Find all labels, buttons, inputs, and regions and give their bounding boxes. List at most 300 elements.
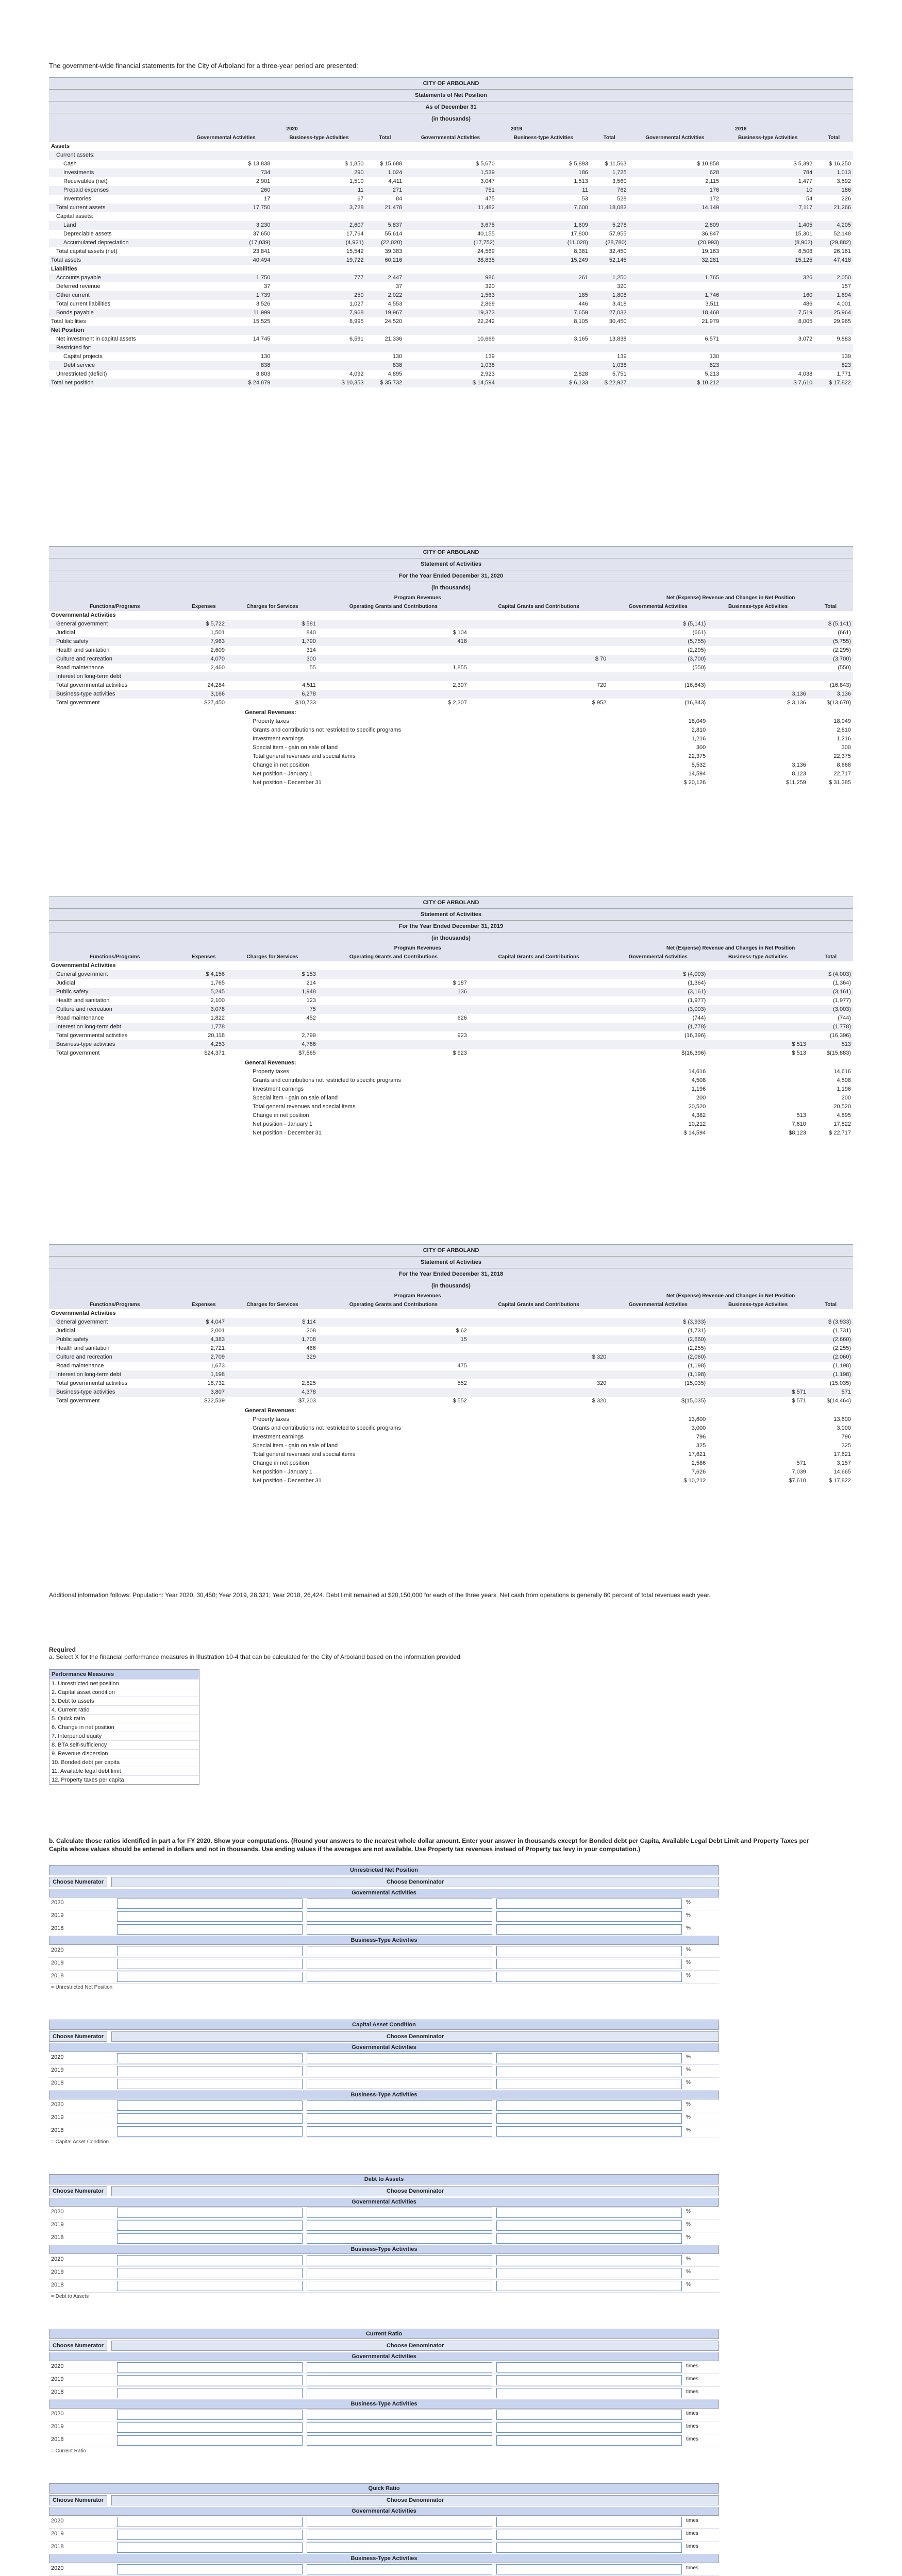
- denominator-input[interactable]: [307, 2268, 492, 2278]
- gen-rev-cell: [708, 743, 808, 752]
- act-cell: (744): [692, 1015, 706, 1021]
- ratio-year-label: 2018: [51, 1925, 64, 1931]
- ratio-block: [49, 2483, 719, 2576]
- np-cell: 1,250: [590, 274, 629, 282]
- act-cell: (2,255): [688, 1345, 706, 1351]
- act-program-rev-header: Program Revenues: [227, 594, 608, 602]
- np-cell: 4,001: [837, 301, 851, 307]
- denominator-input[interactable]: [307, 2388, 492, 2398]
- numerator-input[interactable]: [117, 2388, 303, 2398]
- act-cell: 3,136: [808, 690, 853, 699]
- np-cell: [497, 352, 590, 361]
- gen-rev-cell: 18,049: [833, 718, 851, 724]
- gen-rev-cell: 13,600: [688, 1416, 706, 1422]
- np-cell: 37: [395, 283, 403, 290]
- numerator-input[interactable]: [117, 2543, 303, 2553]
- act-cell: 2,721: [210, 1345, 225, 1351]
- numerator-input[interactable]: [117, 2053, 303, 2063]
- gen-rev-cell: $7,610: [789, 1478, 806, 1484]
- gen-rev-cell: [608, 708, 708, 717]
- np-cell: 10: [721, 186, 814, 195]
- act-cell: (550): [692, 665, 706, 671]
- act-cell: [469, 979, 608, 988]
- numerator-input[interactable]: [117, 2100, 303, 2111]
- np-cell: 838: [180, 361, 273, 370]
- numerator-input[interactable]: [117, 2126, 303, 2137]
- act-cell: [708, 1309, 808, 1318]
- result-input[interactable]: [496, 2388, 682, 2398]
- act-cell: [469, 690, 608, 699]
- gen-rev-cell: 3,000: [837, 1425, 851, 1431]
- act-row: [49, 1014, 853, 1023]
- np-cell: 1,405: [721, 221, 814, 230]
- act-cell: [469, 629, 608, 637]
- numerator-input[interactable]: [117, 1972, 303, 1982]
- np-cell: 320: [485, 283, 495, 290]
- numerator-input[interactable]: [117, 2530, 303, 2540]
- result-input[interactable]: [496, 2066, 682, 2076]
- np-cell: 1,563: [404, 291, 497, 300]
- np-year-header: 2018: [629, 125, 853, 133]
- gen-rev-cell: 1,196: [691, 1086, 706, 1092]
- result-input[interactable]: [496, 1911, 682, 1922]
- gen-rev-label: Grants and contributions not restricted to specific programs: [253, 1425, 401, 1431]
- gen-rev-cell: [708, 1059, 808, 1067]
- result-input[interactable]: [496, 1899, 682, 1909]
- np-cell: (22,020): [366, 239, 405, 247]
- np-row-label: Accumulated depreciation: [49, 239, 180, 247]
- ratio-section-header: Business-Type Activities: [49, 1936, 719, 1945]
- gen-rev-cell: [708, 717, 808, 726]
- np-cell: 47,418: [814, 256, 853, 265]
- act-row: [49, 1040, 853, 1049]
- denominator-input[interactable]: [307, 2543, 492, 2553]
- choose-denominator-label: Choose Denominator: [111, 2186, 719, 2196]
- act-cell: (661): [838, 630, 851, 636]
- ratio-year-label: 2018: [51, 1973, 64, 1979]
- result-input[interactable]: [496, 2543, 682, 2553]
- act-net-exp-header: Net (Expense) Revenue and Changes in Net Position: [608, 594, 853, 602]
- numerator-input[interactable]: [117, 2268, 303, 2278]
- act-cell: 4,378: [227, 1388, 318, 1397]
- act-cell: [318, 961, 469, 970]
- np-cell: 176: [629, 186, 722, 195]
- act-row-label: Road maintenance: [56, 665, 104, 671]
- ratio-unit: %: [686, 1912, 691, 1918]
- act-cell: 571: [808, 1388, 853, 1397]
- numerator-input[interactable]: [117, 2422, 303, 2433]
- numerator-input[interactable]: [117, 2255, 303, 2265]
- result-input[interactable]: [496, 2422, 682, 2433]
- np-cell: (28,780): [590, 239, 629, 247]
- act-cell: $ 552: [453, 1398, 467, 1404]
- result-input[interactable]: [496, 2100, 682, 2111]
- performance-measure-item[interactable]: 1. Unrestricted net position: [49, 1679, 199, 1688]
- gen-rev-cell: $ 14,594: [683, 1130, 706, 1136]
- np-row-label: Net Position: [49, 326, 180, 335]
- performance-measure-item[interactable]: 12. Property taxes per capita: [49, 1775, 199, 1784]
- denominator-input[interactable]: [307, 2208, 492, 2218]
- np-cell: 2,050: [814, 274, 853, 282]
- act-program-rev-header: Program Revenues: [227, 1292, 608, 1300]
- result-input[interactable]: [496, 1972, 682, 1982]
- gen-rev-row: [49, 1094, 853, 1103]
- act-cell: $ 114: [227, 1318, 318, 1327]
- np-row-label: Bonds payable: [49, 309, 180, 317]
- gen-rev-cell: [608, 1406, 708, 1415]
- np-row: [49, 370, 853, 379]
- act-cell: (16,843): [830, 682, 851, 688]
- gen-rev-cell: [708, 1415, 808, 1424]
- act-cell: $ 513: [708, 1040, 808, 1049]
- np-cell: 7,600: [497, 204, 590, 212]
- result-input[interactable]: [496, 2221, 682, 2231]
- ratio-year-row: [49, 1945, 719, 1958]
- np-cell: 13,838: [609, 336, 627, 342]
- np-cell: [272, 326, 365, 335]
- np-cell: 23,841: [253, 248, 271, 255]
- np-cell: (20,993): [629, 239, 722, 247]
- np-cell: 21,266: [814, 204, 853, 212]
- np-col-header: Total: [814, 133, 853, 142]
- act-row: [49, 690, 853, 699]
- result-input[interactable]: [496, 1924, 682, 1935]
- np-cell: 186: [497, 168, 590, 177]
- performance-measure-item[interactable]: 4. Current ratio: [49, 1705, 199, 1714]
- numerator-input[interactable]: [117, 2233, 303, 2244]
- np-cell: 24,569: [477, 248, 495, 255]
- denominator-input[interactable]: [307, 2422, 492, 2433]
- denominator-input[interactable]: [307, 1899, 492, 1909]
- np-cell: 320: [617, 283, 627, 290]
- denominator-input[interactable]: [307, 2410, 492, 2420]
- act-cell: 923: [457, 1032, 467, 1039]
- act-row: [49, 1379, 853, 1388]
- act-cell: [318, 1318, 469, 1327]
- ratio-year-label: 2018: [51, 2389, 64, 2395]
- numerator-input[interactable]: [117, 2362, 303, 2372]
- numerator-input[interactable]: [117, 2410, 303, 2420]
- ratio-year-label: 2019: [51, 2531, 64, 2537]
- performance-measure-item[interactable]: 11. Available legal debt limit: [49, 1767, 199, 1775]
- np-row-label: Net investment in capital assets: [56, 336, 136, 342]
- np-cell: 38,835: [404, 256, 497, 265]
- np-cell: $ 17,822: [814, 379, 853, 387]
- act-cell: $ 320: [592, 1398, 607, 1404]
- result-input[interactable]: [496, 2410, 682, 2420]
- denominator-input[interactable]: [307, 2530, 492, 2540]
- ratio-year-row: [49, 2052, 719, 2065]
- gen-rev-cell: 3,000: [691, 1425, 706, 1431]
- denominator-input[interactable]: [307, 2362, 492, 2372]
- denominator-input[interactable]: [307, 2221, 492, 2231]
- choose-numerator-label: Choose Numerator: [49, 1877, 107, 1887]
- result-input[interactable]: [496, 2208, 682, 2218]
- np-units: (in thousands): [49, 113, 853, 125]
- act-cell: $(16,396): [681, 1050, 706, 1056]
- np-blank-header: [49, 125, 180, 133]
- numerator-input[interactable]: [117, 2564, 303, 2574]
- gen-rev-row: [49, 752, 853, 761]
- act-cell: [469, 1005, 608, 1014]
- act-row-label: General government: [49, 620, 181, 629]
- act-cell: $ 70: [469, 655, 608, 664]
- gen-rev-row: [49, 1111, 853, 1120]
- denominator-input[interactable]: [307, 2564, 492, 2574]
- denominator-input[interactable]: [307, 1959, 492, 1969]
- denominator-input[interactable]: [307, 2053, 492, 2063]
- np-cell: [721, 326, 814, 335]
- numerator-input[interactable]: [117, 2113, 303, 2124]
- result-input[interactable]: [496, 2233, 682, 2244]
- act-cell: 24,284: [207, 682, 225, 688]
- gen-rev-cell: 20,520: [833, 1104, 851, 1110]
- denominator-input[interactable]: [307, 1911, 492, 1922]
- gen-rev-label: Net position - December 31: [253, 1478, 322, 1484]
- denominator-input[interactable]: [307, 1946, 492, 1956]
- numerator-input[interactable]: [117, 2079, 303, 2089]
- np-cell: [629, 265, 722, 274]
- np-cell: 2,115: [705, 178, 720, 184]
- gen-rev-cell: 7,626: [691, 1469, 706, 1475]
- result-input[interactable]: [496, 2517, 682, 2527]
- np-cell: 1,024: [366, 168, 405, 177]
- act-cell: [469, 1309, 608, 1318]
- act-cell: [708, 672, 808, 681]
- denominator-input[interactable]: [307, 1972, 492, 1982]
- act-col-header: Operating Grants and Contributions: [318, 953, 469, 961]
- numerator-input[interactable]: [117, 2208, 303, 2218]
- act-cell: [708, 1379, 808, 1388]
- act-cell: [318, 1023, 469, 1031]
- numerator-input[interactable]: [117, 1946, 303, 1956]
- numerator-input[interactable]: [117, 2281, 303, 2291]
- np-row: [49, 230, 853, 239]
- np-cell: 19,373: [404, 309, 497, 317]
- np-cell: [721, 265, 814, 274]
- numerator-input[interactable]: [117, 2221, 303, 2231]
- act-cell: [608, 1309, 708, 1318]
- gen-rev-cell: 325: [696, 1443, 706, 1449]
- denominator-input[interactable]: [307, 2517, 492, 2527]
- denominator-input[interactable]: [307, 2435, 492, 2446]
- denominator-input[interactable]: [307, 2281, 492, 2291]
- gen-rev-label: Net position - January 1: [253, 1469, 313, 1475]
- gen-rev-cell: 20,520: [688, 1104, 706, 1110]
- act-cell: [318, 1344, 469, 1353]
- result-input[interactable]: [496, 2530, 682, 2540]
- ratio-year-label: 2020: [51, 1900, 64, 1906]
- denominator-input[interactable]: [307, 2079, 492, 2089]
- act-cell: 1,198: [181, 1370, 227, 1379]
- performance-measure-item[interactable]: 6. Change in net position: [49, 1723, 199, 1732]
- numerator-input[interactable]: [117, 2517, 303, 2527]
- denominator-input[interactable]: [307, 2233, 492, 2244]
- np-cell: [629, 151, 722, 160]
- ratio-result-label: = Debt to Assets: [51, 2294, 89, 2299]
- act-cell: 214: [306, 980, 316, 986]
- np-cell: [272, 212, 365, 221]
- ratio-section-header: Governmental Activities: [49, 1889, 719, 1897]
- gen-rev-row: [49, 1120, 853, 1129]
- activities-statement-2018: [49, 1244, 853, 1485]
- act-cell: 18,732: [207, 1380, 225, 1386]
- numerator-input[interactable]: [117, 1911, 303, 1922]
- ratio-section-header: Governmental Activities: [49, 2043, 719, 2052]
- performance-measure-item[interactable]: 5. Quick ratio: [49, 1714, 199, 1723]
- np-cell: 3,165: [574, 336, 588, 342]
- ratio-unit: %: [686, 1925, 691, 1931]
- performance-measure-item[interactable]: 7. Interperiod equity: [49, 1732, 199, 1740]
- act-cell: [708, 620, 808, 629]
- result-input[interactable]: [496, 2255, 682, 2265]
- numerator-input[interactable]: [117, 1899, 303, 1909]
- np-cell: [404, 344, 497, 352]
- act-cell: [608, 611, 708, 620]
- np-cell: [404, 212, 497, 221]
- gen-rev-cell: [708, 708, 808, 717]
- performance-measure-item[interactable]: 3. Debt to assets: [49, 1697, 199, 1705]
- act-cell: [708, 681, 808, 690]
- act-cell: [181, 1309, 227, 1318]
- act-row: [49, 979, 853, 988]
- performance-measure-item[interactable]: 9. Revenue dispersion: [49, 1749, 199, 1758]
- result-input[interactable]: [496, 2268, 682, 2278]
- gen-rev-cell: [708, 1433, 808, 1442]
- act-cell: [808, 1309, 853, 1318]
- act-cell: [469, 611, 608, 620]
- act-cell: [708, 996, 808, 1005]
- gen-rev-label: Net position - December 31: [253, 779, 322, 786]
- np-cell: [497, 212, 590, 221]
- numerator-input[interactable]: [117, 2375, 303, 2385]
- act-cell: [469, 1370, 608, 1379]
- act-cell: [469, 961, 608, 970]
- act-cell: [469, 1318, 608, 1327]
- np-cell: $ 24,879: [180, 379, 273, 387]
- numerator-input[interactable]: [117, 2435, 303, 2446]
- ratio-year-label: 2018: [51, 2436, 64, 2443]
- np-cell: 838: [366, 361, 405, 370]
- np-row: [49, 168, 853, 177]
- numerator-input[interactable]: [117, 1959, 303, 1969]
- np-cell: 139: [485, 353, 495, 360]
- act-cell: [808, 961, 853, 970]
- act-cell: $ 513: [792, 1050, 806, 1056]
- np-cell: 17: [264, 196, 271, 202]
- np-cell: $ 5,670: [476, 161, 495, 167]
- performance-measure-item[interactable]: 2. Capital asset condition: [49, 1688, 199, 1697]
- result-input[interactable]: [496, 2126, 682, 2137]
- act-cell: [469, 1388, 608, 1397]
- act-row: [49, 620, 853, 629]
- numerator-input[interactable]: [117, 1924, 303, 1935]
- denominator-input[interactable]: [307, 2255, 492, 2265]
- act-cell: [708, 655, 808, 664]
- np-cell: 40,494: [180, 256, 273, 265]
- choose-denominator-label: Choose Denominator: [111, 2341, 719, 2351]
- result-input[interactable]: [496, 2079, 682, 2089]
- np-cell: (11,028): [497, 239, 590, 247]
- ratio-unit: times: [686, 2424, 698, 2429]
- result-input[interactable]: [496, 2281, 682, 2291]
- act-cell: (1,198): [808, 1370, 853, 1379]
- np-cell: 446: [578, 301, 588, 307]
- np-cell: 3,728: [272, 204, 365, 212]
- denominator-input[interactable]: [307, 2113, 492, 2124]
- np-cell: 21,979: [701, 318, 720, 325]
- act-row: [49, 996, 853, 1005]
- gen-rev-label: Change in net position: [253, 1112, 309, 1118]
- np-cell: [404, 151, 497, 160]
- np-cell: [497, 151, 590, 160]
- gen-rev-cell: $8,123: [789, 1130, 806, 1136]
- denominator-input[interactable]: [307, 2066, 492, 2076]
- np-cell: 29,965: [833, 318, 851, 325]
- result-input[interactable]: [496, 1946, 682, 1956]
- np-cell: [814, 344, 853, 352]
- performance-measure-item[interactable]: 10. Bonded debt per capita: [49, 1758, 199, 1767]
- np-cell: [629, 212, 722, 221]
- ratio-unit: times: [686, 2436, 698, 2442]
- np-cell: [721, 344, 814, 352]
- ratio-year-row: [49, 2374, 719, 2387]
- np-cell: 2,901: [256, 178, 271, 184]
- act-row-label: Business-type activities: [49, 690, 181, 699]
- np-cell: [272, 344, 365, 352]
- result-input[interactable]: [496, 2362, 682, 2372]
- denominator-input[interactable]: [307, 2375, 492, 2385]
- result-input[interactable]: [496, 2435, 682, 2446]
- denominator-input[interactable]: [307, 2100, 492, 2111]
- numerator-input[interactable]: [117, 2066, 303, 2076]
- ratio-title: Debt to Assets: [49, 2174, 719, 2184]
- ratio-section-header: Business-Type Activities: [49, 2400, 719, 2409]
- result-input[interactable]: [496, 2375, 682, 2385]
- act-cell: 208: [306, 1328, 316, 1334]
- np-cell: 11: [272, 186, 365, 195]
- ratio-year-row: [49, 2529, 719, 2541]
- gen-rev-cell: [708, 1406, 808, 1415]
- act-row: [49, 1005, 853, 1014]
- act-units: (in thousands): [49, 582, 853, 594]
- denominator-input[interactable]: [307, 2126, 492, 2137]
- act-row: [49, 1397, 853, 1405]
- act-row-label: Judicial: [56, 980, 75, 986]
- gen-rev-label: Grants and contributions not restricted to specific programs: [253, 1077, 401, 1083]
- result-input[interactable]: [496, 2053, 682, 2063]
- np-subtitle: Statements of Net Position: [49, 89, 853, 101]
- act-cell: 4,511: [302, 682, 316, 688]
- act-cell: (1,778): [608, 1023, 708, 1031]
- result-input[interactable]: [496, 1959, 682, 1969]
- result-input[interactable]: [496, 2113, 682, 2124]
- ratio-year-label: 2018: [51, 2282, 64, 2288]
- np-row-label: Receivables (net): [63, 178, 108, 184]
- act-cell: 1,822: [210, 1015, 225, 1021]
- act-cell: [227, 1370, 318, 1379]
- act-blank-header: [49, 1292, 227, 1300]
- act-cell: 1,501: [210, 630, 225, 636]
- result-input[interactable]: [496, 2564, 682, 2574]
- act-cell: (744): [838, 1015, 851, 1021]
- ratio-section-header: Business-Type Activities: [49, 2554, 719, 2563]
- performance-measure-item[interactable]: 8. BTA self-sufficiency: [49, 1740, 199, 1749]
- gen-rev-cell: 5,532: [691, 762, 706, 768]
- ratio-year-row: [49, 2099, 719, 2112]
- gen-rev-row: [49, 1450, 853, 1459]
- denominator-input[interactable]: [307, 1924, 492, 1935]
